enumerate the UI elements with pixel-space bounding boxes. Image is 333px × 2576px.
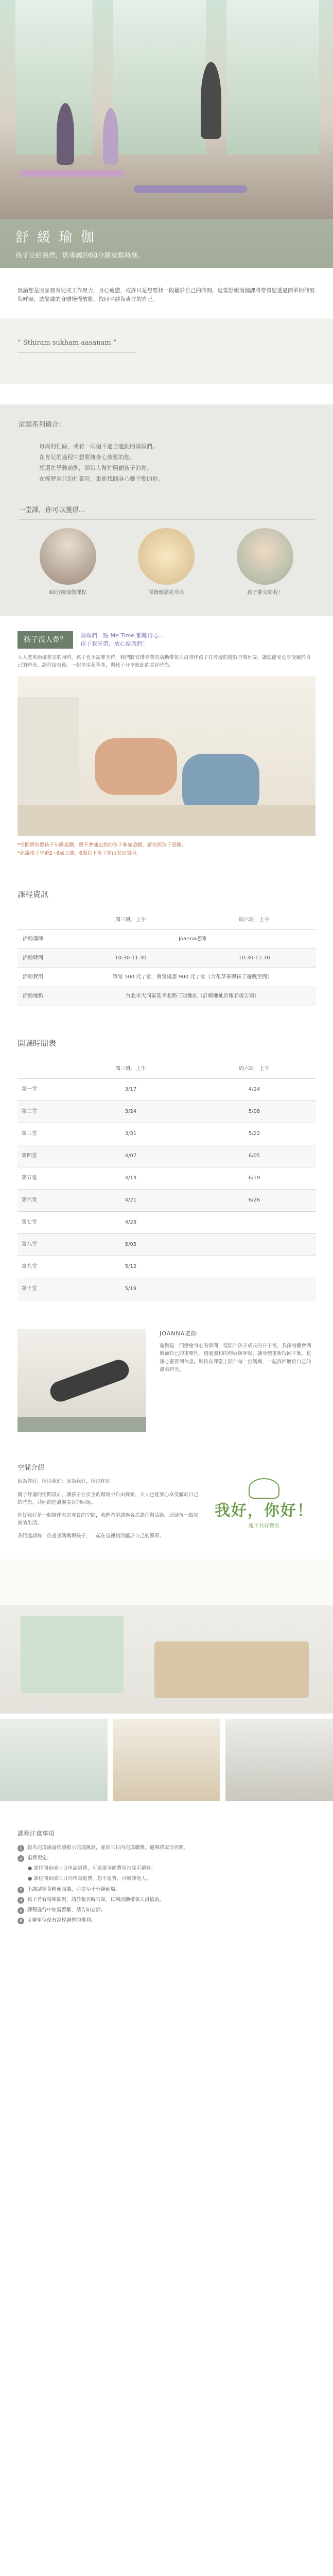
gallery-row	[0, 1719, 333, 1801]
cell	[192, 1256, 316, 1278]
list-item	[17, 1886, 316, 1893]
offer-caption: 孩子都交給我！	[247, 589, 284, 596]
space-gallery	[0, 1559, 333, 1801]
hero-subtitle: 孩子交給我們，您專屬的60分鐘放鬆時刻。	[15, 251, 145, 260]
column-header: 周三班．上午	[69, 911, 192, 930]
benefit-item: 每周的忙碌，或有一兩個不適合運動的媽媽們。	[39, 443, 158, 450]
kids-body: 大人進來瑜伽教室的同時，孩子也不需要等待，我們將安排專業的活動帶領人員陪伴孩子在旁邊的遊戲空間玩耍，讓您能安心享受屬於自己的時光。課程結束後，一起享用花草茶，與孩子分享彼此的美好時光。	[17, 654, 311, 669]
column-header: 周六班．上午	[192, 911, 316, 930]
table-row	[17, 1100, 316, 1123]
kids-question-line: 媽媽們一點 Me Time 都難得心...	[80, 632, 165, 639]
cell: 3/17	[69, 1078, 192, 1100]
row-label: 第三堂	[17, 1123, 69, 1145]
child-figure	[95, 738, 177, 795]
space-photo	[0, 1719, 108, 1801]
column-header: 周三班．上午	[69, 1060, 192, 1079]
note-text: 報名完成後請依照指示完成匯款，並於三日內完成繳費，逾期將取消名額。	[27, 1844, 189, 1851]
note-text: 退費規定：	[27, 1855, 52, 1861]
cell: 6/26	[192, 1189, 316, 1211]
sub-item: ● 課程開始前七日申請退費，可退還全額費用扣除手續費。	[28, 1866, 156, 1872]
cell: 10:30-11:30	[192, 948, 316, 968]
note-text: 課程進行中如需暫離，請告知老師。	[27, 1907, 106, 1913]
row-label: 第七堂	[17, 1211, 69, 1233]
kids-notes	[17, 841, 316, 857]
space-paragraph: 我們邀請每一位爸爸媽媽與孩子，一起在這裡找到屬於自己的節奏。	[17, 1533, 165, 1539]
cell: 5/12	[69, 1256, 192, 1278]
benefits-section	[0, 404, 333, 500]
teacher-bio: 瑜伽是一門療癒身心的學問，從陪伴孩子成長的日子裡，我深刻體會到照顧自己的重要性。透過溫和的伸展與呼吸，讓身體重新找回平衡，也讓心靈得到休息。期待在課堂上陪伴每一位媽媽，一起找回屬於自己的溫柔時光。	[160, 1343, 311, 1372]
benefit-item: 想還在學動瑜伽，卻沒人幫忙照顧孩子的你。	[39, 464, 152, 471]
window-left	[15, 0, 93, 155]
table-row	[17, 948, 316, 968]
notes-heading: 課程注意事項	[17, 1829, 55, 1837]
note-text: 孩子若有特殊狀況，請於報名時告知，以利活動帶領人員協助。	[27, 1896, 165, 1903]
cell: 台北市大同區延平北路三段地址（詳細地址於報名後告知）	[69, 987, 316, 1006]
row-label: 活動費用	[17, 968, 69, 987]
row-label: 第八堂	[17, 1233, 69, 1256]
kids-photo	[17, 676, 316, 836]
benefit-item: 在育兒的過程中想要讓身心放鬆的您。	[39, 454, 135, 461]
table-row	[17, 1078, 316, 1100]
space-heading: 空間介紹	[17, 1464, 45, 1472]
row-label: 第一堂	[17, 1078, 69, 1100]
notes-section	[0, 1829, 333, 1925]
quote-underline	[17, 352, 136, 353]
cell: 4/14	[69, 1167, 192, 1189]
space-paragraph: 親子舒適的空間設計，讓孩子在安全的環境中自由探索，大人也能放心享受屬於自己的時光，共同創造溫馨美好的回憶。	[17, 1492, 199, 1505]
cell: Joanna老師	[69, 929, 316, 948]
number-badge: 6	[17, 1918, 24, 1924]
schedule-table	[17, 1060, 316, 1300]
notes-list	[17, 1844, 316, 1925]
benefits-heading: 這類系列適合：	[19, 421, 66, 429]
table-row	[17, 1211, 316, 1233]
furniture	[154, 1641, 309, 1698]
table-header-row	[17, 1060, 316, 1079]
benefit-item: 在經歷育兒的忙累時，重新找回身心靈平衡的你。	[39, 475, 164, 482]
table-row	[17, 1233, 316, 1256]
cell: 5/05	[69, 1233, 192, 1256]
number-badge: 3	[17, 1887, 24, 1893]
table-row	[17, 1167, 316, 1189]
quote-text: “ Sthiram sukham aasanam ”	[17, 338, 117, 347]
course-table	[17, 911, 316, 1006]
cell: 單堂 500 元 / 堂，兩堂優惠 900 元 / 堂（含花草茶與孩子遊戲空間）	[69, 968, 316, 987]
kids-note: *建議孩子年齡2~6歲之間，6歲以下孩子需由家長陪同。	[17, 850, 141, 856]
ceiling	[0, 1559, 333, 1605]
table-row	[17, 1278, 316, 1300]
benefits-list	[19, 442, 314, 485]
student-figure	[57, 103, 74, 165]
kids-section	[0, 616, 333, 868]
floor	[17, 805, 316, 836]
kids-play-photo	[237, 528, 293, 585]
cell: 4/28	[69, 1211, 192, 1233]
number-badge: 1	[17, 1845, 24, 1852]
table-row	[17, 987, 316, 1006]
cell: 6/19	[192, 1167, 316, 1189]
teacher-photo	[17, 1329, 146, 1432]
offer-item	[226, 528, 304, 597]
row-label: 第十堂	[17, 1278, 69, 1300]
list-item	[17, 1896, 316, 1904]
hero-banner	[0, 0, 333, 268]
offer-caption: 課後輕鬆花草茶	[148, 589, 185, 596]
offer-caption: 60分鐘瑜伽課程	[49, 589, 87, 596]
row-label: 第九堂	[17, 1256, 69, 1278]
yoga-class-photo	[40, 528, 96, 585]
herbal-tea-photo	[138, 528, 195, 585]
yoga-mat	[134, 185, 247, 193]
teacher-text	[160, 1329, 316, 1432]
brand-logo	[213, 1463, 316, 1546]
cell: 3/31	[69, 1123, 192, 1145]
note-text: 主辦單位保有課程調整的權利。	[27, 1918, 96, 1924]
list-item	[17, 1917, 316, 1924]
logo-text: 我好，你好！	[215, 1501, 313, 1520]
number-badge: 5	[17, 1907, 24, 1914]
cell: 4/21	[69, 1189, 192, 1211]
hero-overlay	[0, 219, 333, 268]
space-paragraph: 你好我好是一個陪伴家庭成長的空間，我們希望透過各式課程與活動，連結每一個家庭的生活。	[17, 1513, 199, 1527]
note-text: 上課請穿著輕便服裝，並提早十分鐘到場。	[27, 1886, 120, 1892]
table-row	[17, 1189, 316, 1211]
yoga-mat	[21, 170, 124, 177]
column-header: 周六班．上午	[192, 1060, 316, 1079]
space-photo	[113, 1719, 220, 1801]
course-heading: 課程資訊	[17, 889, 49, 899]
table-row	[17, 929, 316, 948]
space-photo	[0, 1559, 333, 1714]
cell	[192, 1211, 316, 1233]
cell: 6/05	[192, 1145, 316, 1167]
teacher-name: JOANNA老師	[160, 1330, 198, 1337]
house-icon	[249, 1478, 279, 1499]
kids-header	[17, 631, 316, 649]
row-label: 活動地點	[17, 987, 69, 1006]
table-row	[17, 1145, 316, 1167]
cell: 4/07	[69, 1145, 192, 1167]
student-figure	[103, 108, 118, 165]
row-label: 活動時間	[17, 948, 69, 968]
cell	[192, 1278, 316, 1300]
instructor-figure	[201, 62, 221, 139]
space-paragraph: 因為你好，所以我好；因為我好，所以你好。	[17, 1479, 116, 1485]
intro-text: 無論您是因家務育兒或工作壓力，身心疲憊，或許只是想要找一段屬於自己的時間，這堂舒緩瑜伽課將帶領您透過簡單的伸展與呼吸，讓緊繃的身體慢慢放鬆，找回平靜與專注的自己。	[0, 268, 333, 318]
kids-question-line: 孩子我來帶，放心給我們！	[80, 640, 148, 647]
row-label: 第六堂	[17, 1189, 69, 1211]
cell	[192, 1233, 316, 1256]
logo-subtext: 親子共好教室	[249, 1523, 279, 1529]
offer-heading: 一堂課，你可以獲得...	[19, 506, 85, 514]
window	[21, 1616, 124, 1693]
offer-list	[19, 528, 314, 597]
number-badge: 2	[17, 1855, 24, 1862]
space-text	[17, 1463, 202, 1546]
divider	[19, 519, 314, 520]
table-row	[17, 1256, 316, 1278]
table-row	[17, 968, 316, 987]
row-label: 第二堂	[17, 1100, 69, 1123]
number-badge: 4	[17, 1897, 24, 1904]
cell: 4/24	[192, 1078, 316, 1100]
list-item	[17, 1906, 316, 1914]
quote-section	[0, 318, 333, 384]
space-section	[0, 1463, 333, 1546]
offer-item	[29, 528, 107, 597]
table-row	[17, 1123, 316, 1145]
kids-note: *空間將依照孩子年齡規劃，將不會強迫您的孩子參加遊戲，請依照孩子意願。	[17, 842, 186, 849]
list-item	[17, 1854, 316, 1862]
list-item	[17, 1844, 316, 1852]
table-corner	[17, 911, 69, 930]
hero-title: 舒 緩 瑜 伽	[15, 230, 96, 245]
teacher-figure	[47, 1357, 132, 1404]
window-center	[113, 0, 206, 155]
kids-tag: 孩子沒人帶？	[17, 631, 73, 649]
cell: 5/22	[192, 1123, 316, 1145]
row-label: 第五堂	[17, 1167, 69, 1189]
offer-item	[128, 528, 205, 597]
row-label: 活動講師	[17, 929, 69, 948]
kids-question	[80, 632, 164, 648]
sub-item: ● 課程開始前三日內申請退費，恕不退費，可轉讓他人。	[28, 1876, 151, 1882]
cell: 10:30-11:30	[69, 948, 192, 968]
yoga-mat	[17, 1417, 146, 1432]
cell: 5/19	[69, 1278, 192, 1300]
space-photo	[225, 1719, 333, 1801]
schedule-heading: 開課時間表	[17, 1038, 57, 1048]
window-right	[226, 0, 319, 155]
teacher-section	[0, 1329, 333, 1432]
spacer	[0, 1927, 333, 1999]
cell: 3/24	[69, 1100, 192, 1123]
row-label: 第四堂	[17, 1145, 69, 1167]
offer-section	[0, 500, 333, 616]
table-corner	[17, 1060, 69, 1079]
cell: 5/08	[192, 1100, 316, 1123]
table-header-row	[17, 911, 316, 930]
